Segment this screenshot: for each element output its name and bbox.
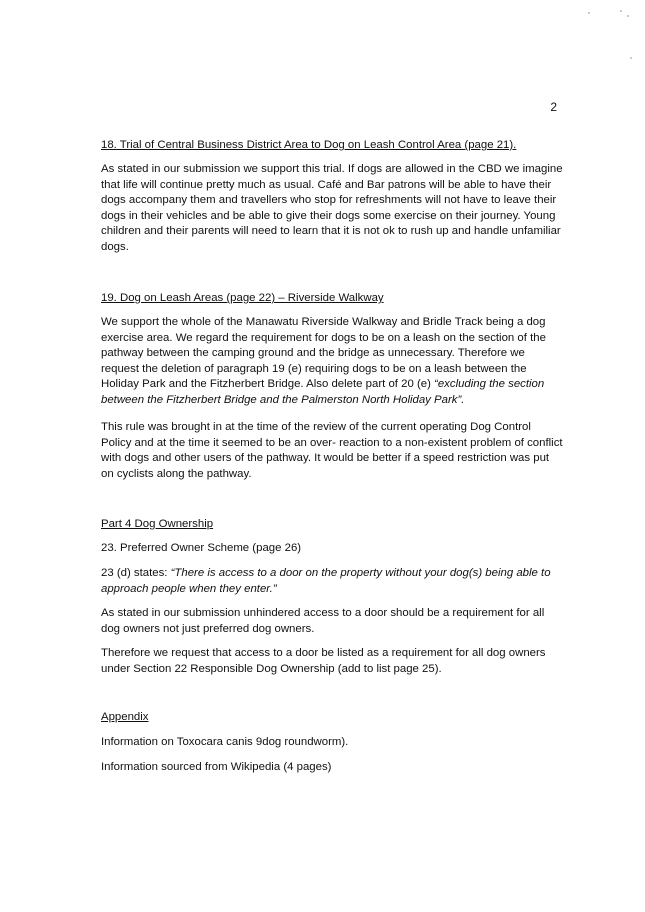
part-4-quote-text: “There is access to a door on the property without your dog(s) being able to approach people when they enter.”	[101, 567, 551, 595]
section-19-paragraph-1-quote: “excluding the section between the Fitzherbert Bridge and the Palmerston North Holiday Park”.	[101, 378, 545, 406]
part-4-paragraph-1: As stated in our submission unhindered access to a door should be a requirement for all dog owners not just preferred dog owners.	[101, 607, 545, 635]
part-4-paragraph-2: Therefore we request that access to a door be listed as a requirement for all dog owners under Section 22 Responsible Dog Ownership (add to list page 25).	[101, 647, 546, 675]
appendix-line-1: Information on Toxocara canis 9dog roundworm).	[101, 736, 349, 748]
page-number: 2	[550, 100, 557, 114]
section-19-paragraph-1-text: We support the whole of the Manawatu Riverside Walkway and Bridle Track being a dog exercise area. We regard the requirement for dogs to be on a leash on the section of the pathway between the camping ground and the bridge as unnecessary. Therefore we request the deletion of paragraph 19 (e) requiring dogs to be on a leash between the Holiday Park and the Fitzherbert Bridge. Also delete part of 20 (e)	[101, 316, 546, 391]
part-4-quote-prefix: 23 (d) states:	[101, 567, 171, 579]
appendix-heading: Appendix	[101, 711, 149, 723]
section-18-paragraph: As stated in our submission we support this trial. If dogs are allowed in the CBD we imagine that life will continue pretty much as usual. Café and Bar patrons will be able to have their dogs accompany them and travellers who stop for refreshments will not have to leave their dogs in their vehicles and be able to give their dogs some exercise on their journey. Young children and their parents will need to learn that it is not ok to rush up and handle unfamiliar dogs.	[101, 163, 563, 253]
section-18-heading: 18. Trial of Central Business District Area to Dog on Leash Control Area (page 21).	[101, 139, 517, 151]
scan-speck	[620, 10, 622, 12]
part-4-line-1: 23. Preferred Owner Scheme (page 26)	[101, 542, 302, 554]
section-19-paragraph-1	[101, 315, 563, 409]
section-19-heading: 19. Dog on Leash Areas (page 22) – Riverside Walkway	[101, 292, 384, 304]
scan-speck	[588, 12, 590, 14]
section-19-paragraph-2: This rule was brought in at the time of the review of the current operating Dog Control Policy and at the time it seemed to be an over- reaction to a non-existent problem of conflict with dogs and other users of the pathway. It would be better if a speed restriction was put on cyclists along the pathway.	[101, 421, 563, 480]
part-4-heading: Part 4 Dog Ownership	[101, 518, 214, 530]
part-4-quote	[101, 566, 563, 597]
scan-speck	[627, 15, 629, 17]
appendix-line-2: Information sourced from Wikipedia (4 pages)	[101, 761, 332, 773]
scan-speck	[630, 57, 632, 59]
